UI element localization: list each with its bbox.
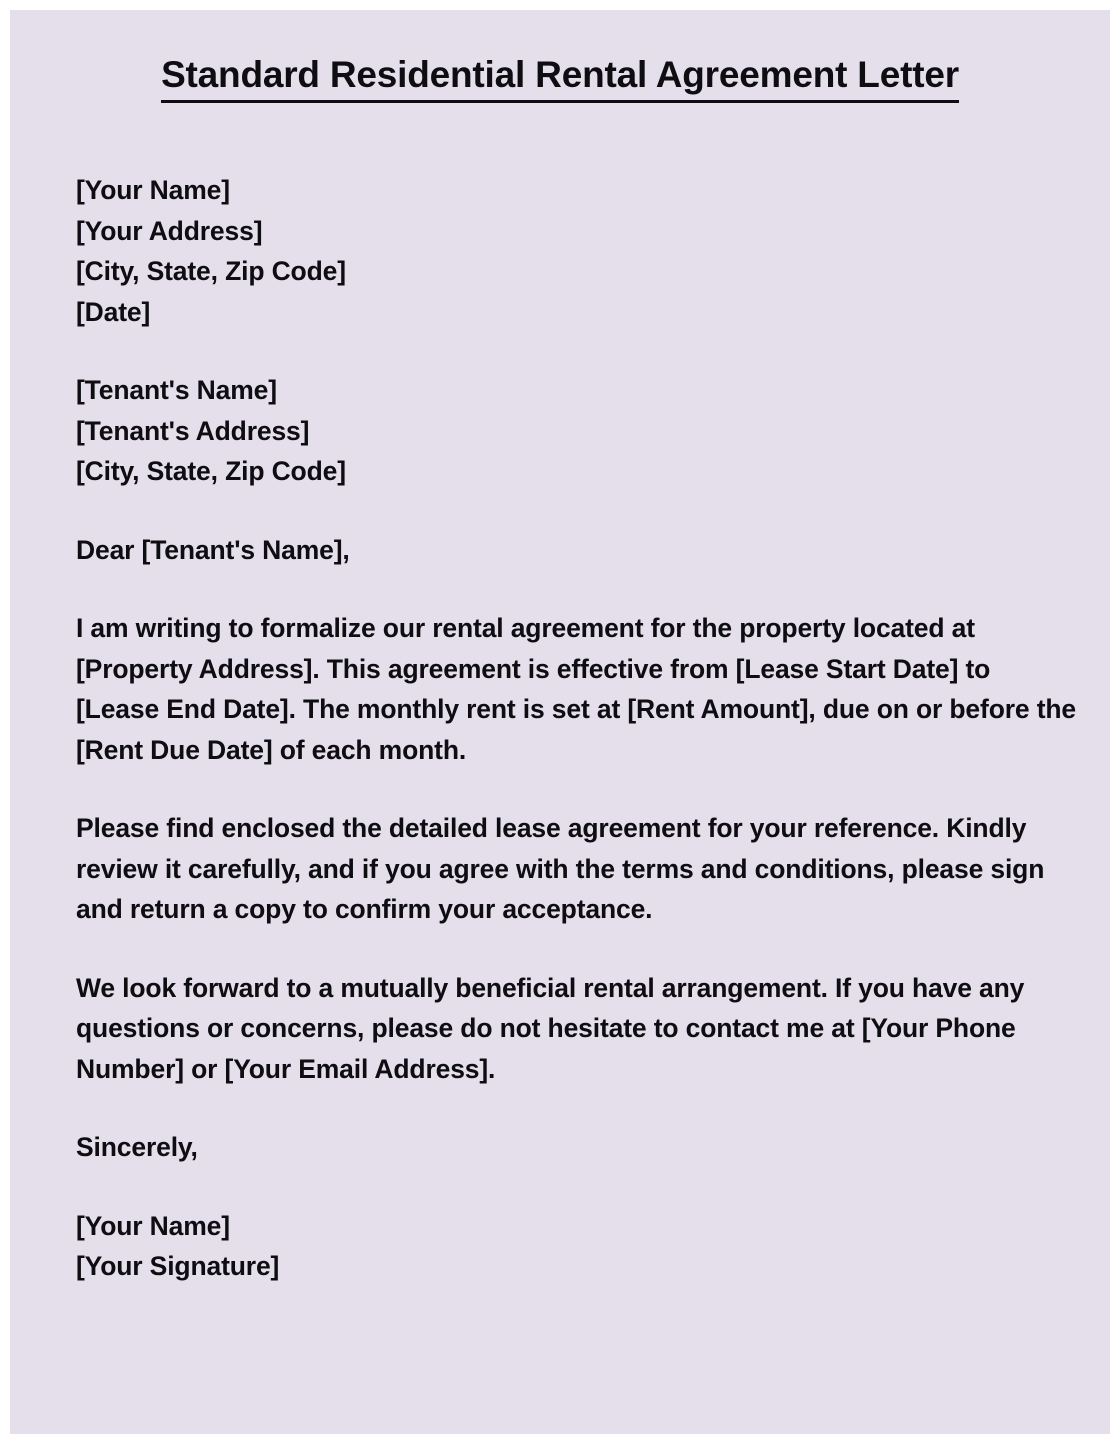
salutation-line: Dear [Tenant's Name], — [76, 534, 350, 565]
page-title — [10, 54, 1110, 103]
signature-name-line: [Your Name] — [76, 1210, 230, 1241]
signature-line: [Your Signature] — [76, 1251, 280, 1281]
sender-date-line: [Date] — [76, 296, 151, 327]
recipient-city-state-zip-line: [City, State, Zip Code] — [76, 456, 346, 486]
paragraph-text: I am writing to formalize our rental agreement for the property located at [Property Address]. This agreement is effective from [Lease Start Date] to [Lease End Date]. The monthly rent is set at [Rent Amount], due on or before the [Rent Due Date] of each month. — [76, 613, 1076, 765]
paragraph-text: We look forward to a mutually beneficial rental arrangement. If you have any questions or concerns, please do not hesitate to contact me at [Your Phone Number] or [Your Email Address]. — [76, 972, 1025, 1084]
closing-line: Sincerely, — [76, 1132, 198, 1162]
signature-block — [76, 1206, 1076, 1287]
sender-name-line: [Your Name] — [76, 175, 230, 205]
recipient-name-line: [Tenant's Name] — [76, 375, 277, 405]
sender-address-block — [76, 170, 1076, 332]
recipient-address-block — [76, 370, 1076, 492]
paragraph-text: Please find enclosed the detailed lease agreement for your reference. Kindly review it carefully, and if you agree with the terms and conditions, please sign and return a copy to confirm your acceptance. — [76, 813, 1045, 924]
body-paragraph-3 — [76, 968, 1076, 1090]
body-paragraph-1 — [76, 608, 1076, 770]
recipient-address-line: [Tenant's Address] — [76, 415, 310, 446]
sender-city-state-zip-line: [City, State, Zip Code] — [76, 256, 346, 286]
closing-block — [76, 1127, 1076, 1168]
letter-content — [76, 170, 1076, 1287]
salutation-block — [76, 530, 1076, 571]
body-paragraph-2 — [76, 808, 1076, 930]
page-title-text: Standard Residential Rental Agreement Letter — [161, 54, 959, 103]
sender-address-line: [Your Address] — [76, 215, 263, 246]
letter-page — [10, 10, 1110, 1434]
